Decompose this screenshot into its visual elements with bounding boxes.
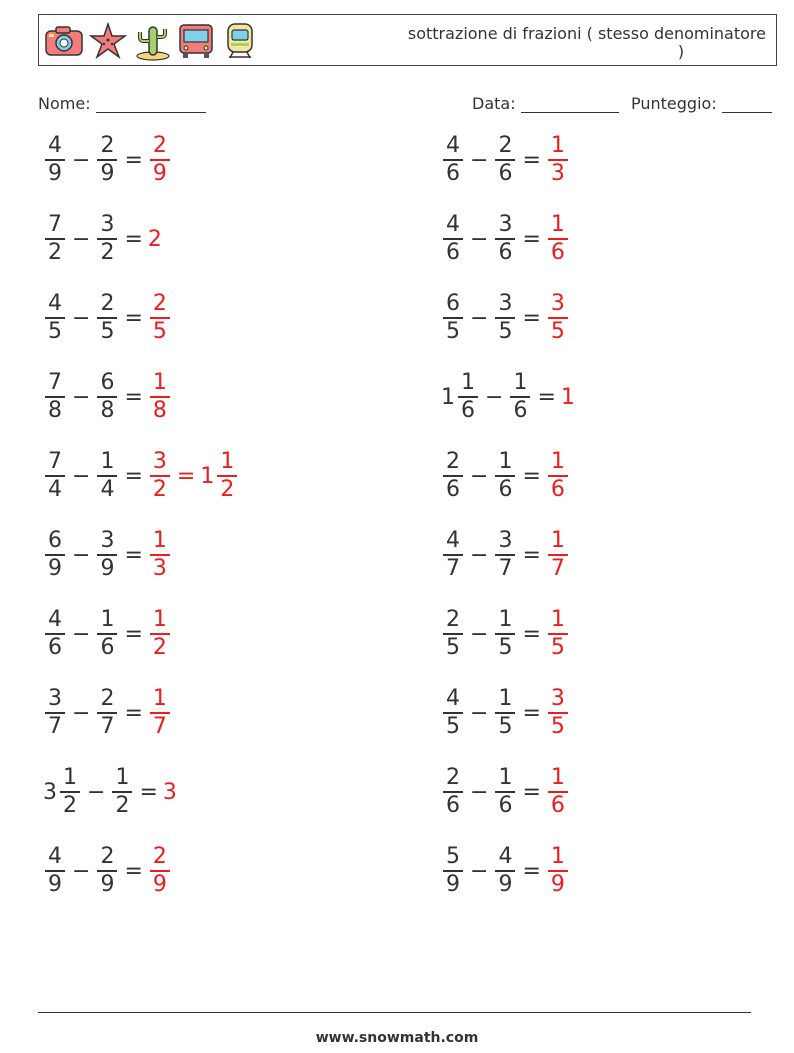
problem-row (43, 762, 178, 822)
fraction (97, 291, 117, 345)
equals-sign: = (124, 305, 143, 331)
equals-sign: = (522, 621, 541, 647)
numerator: 1 (152, 528, 167, 554)
numerator: 4 (446, 133, 460, 159)
numerator: 3 (550, 291, 565, 317)
denominator: 5 (550, 634, 565, 660)
numerator: 3 (100, 212, 115, 238)
fraction (150, 449, 170, 503)
denominator: 5 (498, 318, 513, 344)
denominator: 3 (152, 555, 167, 581)
denominator: 8 (152, 397, 167, 423)
problem-row (441, 288, 570, 348)
fraction (495, 765, 515, 819)
denominator: 9 (550, 871, 565, 897)
fraction (443, 844, 463, 898)
denominator: 2 (100, 239, 115, 265)
fraction (45, 844, 65, 898)
fraction (97, 212, 117, 266)
answer-whole: 1 (560, 384, 575, 410)
numerator: 4 (48, 607, 62, 633)
minus-sign: − (72, 463, 91, 489)
numerator: 1 (220, 449, 235, 475)
fraction (45, 370, 65, 424)
minus-sign: − (72, 305, 91, 331)
answer (148, 844, 172, 898)
denominator: 9 (498, 871, 513, 897)
minus-sign: − (72, 621, 91, 647)
fraction (548, 844, 568, 898)
denominator: 9 (48, 871, 62, 897)
footer-url: www.snowmath.com (315, 1030, 479, 1046)
fraction (458, 370, 478, 424)
fraction (150, 291, 170, 345)
problem-row (441, 683, 570, 743)
denominator: 5 (498, 634, 513, 660)
fraction (150, 133, 170, 187)
problem-row (43, 446, 239, 506)
fraction (150, 844, 170, 898)
problem-row (441, 604, 570, 664)
fraction (548, 765, 568, 819)
fraction (45, 607, 65, 661)
numerator: 2 (100, 686, 115, 712)
fraction (443, 528, 463, 582)
numerator: 1 (100, 607, 115, 633)
problem-row (441, 762, 570, 822)
fraction (150, 607, 170, 661)
numerator: 2 (100, 291, 115, 317)
denominator: 6 (513, 397, 528, 423)
fraction (548, 449, 568, 503)
worksheet-title (396, 25, 766, 61)
fraction (443, 686, 463, 740)
denominator: 5 (152, 318, 167, 344)
answer (546, 449, 570, 503)
denominator: 5 (48, 318, 62, 344)
equals-sign: = (124, 463, 143, 489)
numerator: 5 (446, 844, 460, 870)
answer (148, 133, 172, 187)
problem-row (441, 130, 570, 190)
numerator: 4 (48, 133, 62, 159)
equals-sign: = (124, 226, 143, 252)
fraction (150, 528, 170, 582)
fraction (45, 528, 65, 582)
denominator: 2 (63, 792, 77, 818)
title-line-1: sottrazione di frazioni ( stesso denominatore (407, 24, 766, 43)
denominator: 6 (461, 397, 475, 423)
problem-row (43, 604, 172, 664)
fraction (443, 607, 463, 661)
equals-sign: = (124, 147, 143, 173)
denominator: 8 (100, 397, 115, 423)
problem-row (43, 367, 172, 427)
equals-sign: = (522, 147, 541, 173)
fraction (495, 844, 515, 898)
denominator: 5 (550, 713, 565, 739)
fraction (150, 686, 170, 740)
numerator: 1 (498, 449, 513, 475)
numerator: 1 (152, 370, 167, 396)
equals-sign: = (522, 226, 541, 252)
numerator: 4 (48, 291, 62, 317)
numerator: 6 (446, 291, 460, 317)
numerator: 1 (498, 607, 513, 633)
fraction (97, 844, 117, 898)
denominator: 6 (498, 792, 513, 818)
problem-row (43, 683, 172, 743)
fraction (443, 765, 463, 819)
equals-sign: = (522, 463, 541, 489)
minus-sign: − (485, 384, 504, 410)
minus-sign: − (72, 384, 91, 410)
fraction (495, 291, 515, 345)
denominator: 2 (220, 476, 235, 502)
fraction (510, 370, 530, 424)
fraction (97, 686, 117, 740)
fraction (443, 291, 463, 345)
denominator: 6 (550, 239, 565, 265)
minus-sign: − (87, 779, 106, 805)
numerator: 3 (550, 686, 565, 712)
minus-sign: − (72, 858, 91, 884)
answer (546, 528, 570, 582)
minus-sign: − (72, 700, 91, 726)
denominator: 7 (550, 555, 565, 581)
denominator: 6 (446, 476, 460, 502)
problem-row (43, 288, 172, 348)
answer (546, 607, 570, 661)
problem-row (43, 525, 172, 585)
numerator: 4 (446, 686, 460, 712)
fraction (548, 686, 568, 740)
fraction (548, 212, 568, 266)
equals-sign: = (124, 621, 143, 647)
problem-row (441, 841, 570, 901)
cactus-icon (131, 21, 173, 61)
answer-whole: 2 (147, 226, 162, 252)
numerator: 2 (152, 291, 167, 317)
train-icon (219, 21, 261, 61)
denominator: 7 (498, 555, 513, 581)
numerator: 1 (550, 133, 565, 159)
minus-sign: − (470, 779, 489, 805)
denominator: 6 (498, 476, 513, 502)
minus-sign: − (470, 700, 489, 726)
answer (561, 385, 576, 410)
minus-sign: − (470, 858, 489, 884)
denominator: 6 (446, 792, 460, 818)
score-label: Punteggio: (631, 94, 717, 113)
denominator: 5 (446, 713, 460, 739)
fraction (97, 133, 117, 187)
numerator: 4 (48, 844, 62, 870)
numerator: 1 (152, 607, 167, 633)
score-field (631, 94, 772, 113)
equals-sign: = (522, 542, 541, 568)
minus-sign: − (72, 226, 91, 252)
numerator: 1 (115, 765, 130, 791)
problem-row (43, 841, 172, 901)
denominator: 9 (48, 160, 62, 186)
equals-sign: = (124, 700, 143, 726)
fraction (495, 133, 515, 187)
numerator: 3 (498, 291, 513, 317)
numerator: 3 (152, 449, 167, 475)
answer-whole: 3 (162, 779, 177, 805)
problem-row (441, 209, 570, 269)
denominator: 9 (100, 871, 115, 897)
numerator: 1 (498, 686, 513, 712)
answer (163, 780, 178, 805)
camera-icon (43, 21, 85, 61)
numerator: 1 (550, 528, 565, 554)
numerator: 2 (152, 133, 167, 159)
denominator: 3 (550, 160, 565, 186)
answer-equals-sign: = (176, 463, 196, 489)
denominator: 9 (100, 555, 115, 581)
numerator: 1 (513, 370, 528, 396)
fraction (548, 528, 568, 582)
numerator: 1 (550, 212, 565, 238)
denominator: 9 (152, 160, 167, 186)
equals-sign: = (522, 858, 541, 884)
denominator: 6 (550, 792, 565, 818)
denominator: 7 (152, 713, 167, 739)
score-blank (722, 96, 772, 113)
numerator: 3 (48, 686, 62, 712)
numerator: 2 (446, 607, 460, 633)
answer (546, 133, 570, 187)
denominator: 9 (446, 871, 460, 897)
fraction (495, 212, 515, 266)
answer-mixed-whole: 1 (200, 463, 215, 489)
fraction (97, 607, 117, 661)
fraction (45, 212, 65, 266)
numerator: 1 (550, 844, 565, 870)
numerator: 2 (152, 844, 167, 870)
numerator: 1 (550, 607, 565, 633)
denominator: 5 (498, 713, 513, 739)
fraction (97, 449, 117, 503)
problem-row (43, 130, 172, 190)
denominator: 6 (498, 160, 513, 186)
numerator: 1 (550, 765, 565, 791)
fraction (548, 291, 568, 345)
numerator: 2 (446, 449, 460, 475)
fraction (112, 765, 132, 819)
answer (546, 844, 570, 898)
answer (148, 528, 172, 582)
denominator: 6 (100, 634, 115, 660)
numerator: 3 (498, 528, 513, 554)
fraction (45, 686, 65, 740)
numerator: 7 (48, 370, 62, 396)
minus-sign: − (72, 542, 91, 568)
numerator: 1 (461, 370, 475, 396)
denominator: 6 (446, 239, 460, 265)
numerator: 3 (498, 212, 513, 238)
minus-sign: − (470, 226, 489, 252)
equals-sign: = (124, 384, 143, 410)
header-icons (43, 21, 261, 61)
minus-sign: − (72, 147, 91, 173)
minus-sign: − (470, 463, 489, 489)
date-blank (521, 96, 619, 113)
fraction (97, 528, 117, 582)
denominator: 8 (48, 397, 62, 423)
denominator: 2 (48, 239, 62, 265)
denominator: 6 (550, 476, 565, 502)
denominator: 9 (48, 555, 62, 581)
equals-sign: = (124, 542, 143, 568)
equals-sign: = (537, 384, 556, 410)
minus-sign: − (470, 621, 489, 647)
numerator: 2 (446, 765, 460, 791)
fraction (217, 449, 237, 503)
title-line-2: ) (677, 42, 685, 61)
problem-row (43, 209, 163, 269)
denominator: 6 (446, 160, 460, 186)
numerator: 7 (48, 449, 62, 475)
fraction (443, 212, 463, 266)
fraction (45, 449, 65, 503)
denominator: 2 (152, 634, 167, 660)
answer (148, 686, 172, 740)
numerator: 2 (100, 844, 115, 870)
equals-sign: = (522, 779, 541, 805)
worksheet-header (38, 14, 777, 66)
fraction (495, 528, 515, 582)
equals-sign: = (124, 858, 143, 884)
numerator: 1 (100, 449, 115, 475)
fraction (443, 449, 463, 503)
equals-sign: = (522, 305, 541, 331)
answer (148, 291, 172, 345)
denominator: 2 (115, 792, 130, 818)
denominator: 5 (446, 634, 460, 660)
denominator: 2 (152, 476, 167, 502)
answer (148, 227, 163, 252)
denominator: 6 (498, 239, 513, 265)
numerator: 3 (100, 528, 115, 554)
name-blank (96, 96, 206, 113)
answer (546, 765, 570, 819)
numerator: 6 (48, 528, 62, 554)
answer (546, 686, 570, 740)
fraction (45, 291, 65, 345)
numerator: 4 (446, 212, 460, 238)
answer (148, 607, 172, 661)
equals-sign: = (139, 779, 158, 805)
problem-row (441, 446, 570, 506)
problem-row (441, 525, 570, 585)
fraction (45, 133, 65, 187)
answer (148, 449, 239, 503)
problem-row (441, 367, 576, 427)
name-label: Nome: (38, 94, 91, 113)
denominator: 7 (100, 713, 115, 739)
minus-sign: − (470, 542, 489, 568)
fraction (443, 133, 463, 187)
equals-sign: = (522, 700, 541, 726)
fraction (495, 449, 515, 503)
denominator: 4 (100, 476, 115, 502)
denominator: 7 (48, 713, 62, 739)
denominator: 5 (550, 318, 565, 344)
answer (546, 291, 570, 345)
fraction (495, 607, 515, 661)
whole-number: 3 (43, 779, 57, 805)
numerator: 6 (100, 370, 115, 396)
denominator: 7 (446, 555, 460, 581)
numerator: 4 (446, 528, 460, 554)
footer-divider (38, 1012, 751, 1013)
fraction (495, 686, 515, 740)
fraction (548, 133, 568, 187)
numerator: 2 (498, 133, 513, 159)
date-label: Data: (472, 94, 516, 113)
bus-icon (175, 21, 217, 61)
fraction (548, 607, 568, 661)
fraction (60, 765, 80, 819)
minus-sign: − (470, 305, 489, 331)
denominator: 9 (100, 160, 115, 186)
answer (546, 212, 570, 266)
numerator: 1 (498, 765, 513, 791)
numerator: 7 (48, 212, 62, 238)
denominator: 4 (48, 476, 62, 502)
denominator: 6 (48, 634, 62, 660)
answer (148, 370, 172, 424)
whole-number: 1 (441, 384, 455, 410)
minus-sign: − (470, 147, 489, 173)
fraction (97, 370, 117, 424)
numerator: 1 (550, 449, 565, 475)
numerator: 4 (498, 844, 513, 870)
numerator: 1 (63, 765, 77, 791)
numerator: 1 (152, 686, 167, 712)
starfish-icon (87, 21, 129, 61)
fraction (150, 370, 170, 424)
date-field (472, 94, 619, 113)
denominator: 5 (100, 318, 115, 344)
denominator: 9 (152, 871, 167, 897)
denominator: 5 (446, 318, 460, 344)
name-field (38, 94, 206, 113)
numerator: 2 (100, 133, 115, 159)
